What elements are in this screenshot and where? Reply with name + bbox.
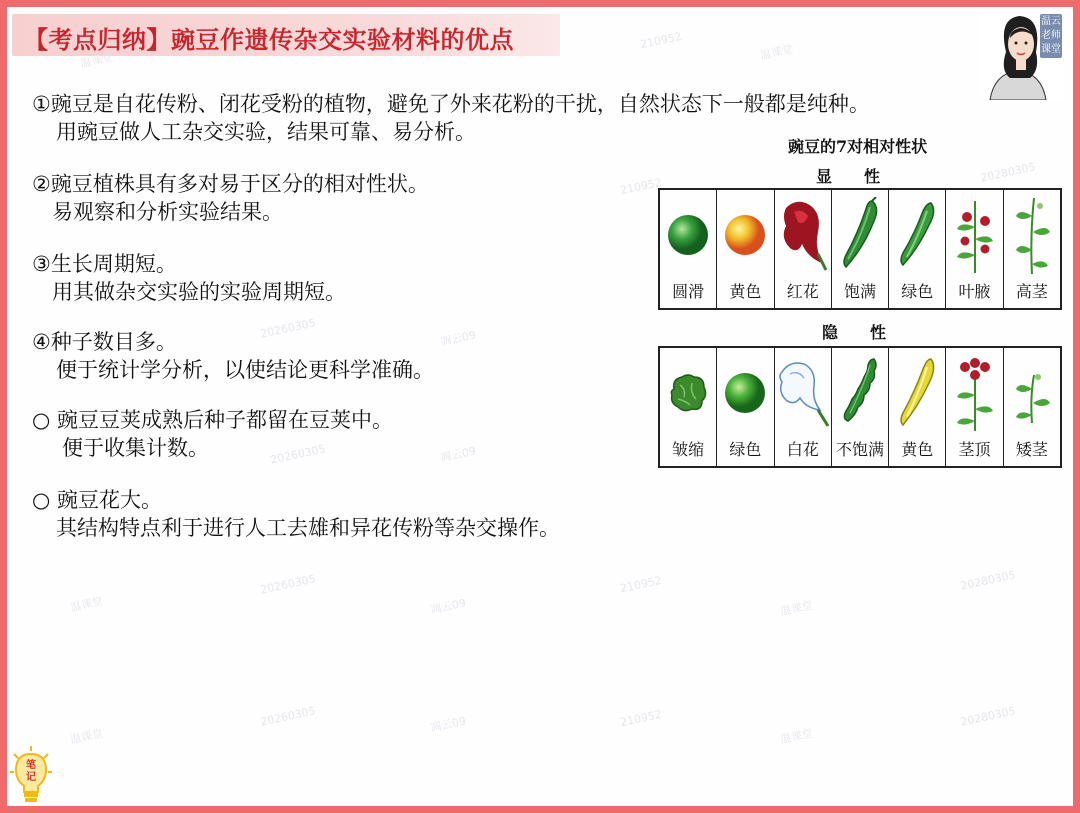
watermark: 20280305 bbox=[979, 160, 1037, 185]
round-pea-icon bbox=[660, 196, 716, 274]
full-pod-icon bbox=[832, 196, 888, 274]
yellow-pod-icon bbox=[889, 354, 945, 432]
watermark: 20280305 bbox=[959, 568, 1017, 593]
trait-cell bbox=[660, 190, 717, 308]
point-heading: ②豌豆植株具有多对易于区分的相对性状。 bbox=[32, 172, 429, 196]
point-item bbox=[32, 328, 434, 384]
trait-cell bbox=[660, 348, 717, 466]
watermark: 210952 bbox=[639, 29, 683, 52]
trait-label: 皱缩 bbox=[672, 440, 705, 459]
point-detail: 用豌豆做人工杂交实验，结果可靠、易分析。 bbox=[56, 120, 476, 144]
red-flower-icon bbox=[775, 196, 831, 274]
watermark: 温课堂 bbox=[79, 50, 115, 71]
trait-label: 黄色 bbox=[901, 440, 934, 459]
watermark: 210952 bbox=[619, 707, 663, 730]
constricted-pod-icon bbox=[832, 354, 888, 432]
point-detail: 便于统计学分析，以使结论更科学准确。 bbox=[56, 358, 434, 382]
note-badge-text: 笔记 bbox=[26, 760, 36, 783]
watermark: 凋云09 bbox=[429, 596, 468, 617]
watermark: 温课堂 bbox=[759, 42, 795, 63]
dominant-label: 显 性 bbox=[816, 167, 881, 186]
trait-cell bbox=[775, 190, 832, 308]
point-heading: ③生长周期短。 bbox=[32, 252, 177, 276]
teacher-avatar bbox=[980, 8, 1066, 100]
watermark: 20260305 bbox=[269, 442, 327, 467]
trait-label: 不饱满 bbox=[835, 440, 884, 459]
point-item bbox=[32, 170, 429, 226]
watermark: 温课堂 bbox=[779, 726, 815, 747]
terminal-flower-plant-icon bbox=[946, 354, 1002, 432]
trait-label: 黄色 bbox=[729, 282, 762, 301]
watermark: 凋云09 bbox=[439, 328, 478, 349]
trait-label: 圆滑 bbox=[672, 282, 705, 301]
point-detail: 用其做杂交实验的实验周期短。 bbox=[52, 280, 346, 304]
dominant-row bbox=[658, 188, 1062, 310]
watermark: 温课堂 bbox=[69, 594, 105, 615]
trait-label: 叶腋 bbox=[958, 282, 991, 301]
trait-cell bbox=[1004, 348, 1060, 466]
trait-cell bbox=[717, 190, 774, 308]
page-title: 【考点归纳】豌豆作遗传杂交实验材料的优点 bbox=[24, 26, 514, 54]
trait-cell bbox=[946, 348, 1003, 466]
note-lightbulb bbox=[10, 746, 52, 804]
recessive-row bbox=[658, 346, 1062, 468]
point-heading: ○ 豌豆花大。 bbox=[32, 488, 162, 512]
point-detail: 便于收集计数。 bbox=[62, 436, 209, 460]
trait-cell bbox=[889, 190, 946, 308]
point-detail: 易观察和分析实验结果。 bbox=[52, 200, 283, 224]
point-item bbox=[32, 250, 346, 306]
avatar-tag: 温云老师课堂 bbox=[1040, 14, 1062, 58]
trait-label: 绿色 bbox=[901, 282, 934, 301]
trait-label: 高茎 bbox=[1015, 282, 1048, 301]
trait-cell bbox=[1004, 190, 1060, 308]
watermark: 温课堂 bbox=[779, 598, 815, 619]
green-pod-icon bbox=[889, 196, 945, 274]
trait-label: 白花 bbox=[786, 440, 819, 459]
trait-label: 红花 bbox=[786, 282, 819, 301]
recessive-label: 隐 性 bbox=[822, 323, 887, 342]
point-item bbox=[32, 406, 393, 462]
watermark: 20260305 bbox=[259, 316, 317, 341]
trait-label: 茎顶 bbox=[958, 440, 991, 459]
point-item bbox=[32, 90, 870, 146]
point-heading: ○ 豌豆豆荚成熟后种子都留在豆荚中。 bbox=[32, 408, 393, 432]
watermark: 凋云09 bbox=[429, 714, 468, 735]
figure-title: 豌豆的7对相对性状 bbox=[788, 137, 928, 156]
watermark: 20280305 bbox=[959, 704, 1017, 729]
green-pea-icon bbox=[717, 354, 773, 432]
axial-flower-plant-icon bbox=[946, 196, 1002, 274]
short-stem-plant-icon bbox=[1004, 354, 1060, 432]
point-heading: ①豌豆是自花传粉、闭花受粉的植物，避免了外来花粉的干扰，自然状态下一般都是纯种。 bbox=[32, 92, 870, 116]
yellow-pea-icon bbox=[717, 196, 773, 274]
point-item bbox=[32, 486, 560, 542]
wrinkled-pea-icon bbox=[660, 354, 716, 432]
watermark: 温课堂 bbox=[69, 726, 105, 747]
trait-label: 矮茎 bbox=[1015, 440, 1048, 459]
watermark: 凋云09 bbox=[439, 444, 478, 465]
trait-cell bbox=[775, 348, 832, 466]
trait-label: 绿色 bbox=[729, 440, 762, 459]
trait-cell bbox=[946, 190, 1003, 308]
trait-cell bbox=[889, 348, 946, 466]
trait-cell bbox=[832, 348, 889, 466]
trait-cell bbox=[832, 190, 889, 308]
watermark: 210952 bbox=[619, 175, 663, 198]
watermark: 20260305 bbox=[259, 704, 317, 729]
watermark: 210952 bbox=[619, 573, 663, 596]
point-detail: 其结构特点利于进行人工去雄和异花传粉等杂交操作。 bbox=[56, 516, 560, 540]
point-heading: ④种子数目多。 bbox=[32, 330, 177, 354]
white-flower-icon bbox=[775, 354, 831, 432]
tall-stem-plant-icon bbox=[1004, 196, 1060, 274]
watermark: 20260305 bbox=[259, 572, 317, 597]
trait-cell bbox=[717, 348, 774, 466]
trait-label: 饱满 bbox=[843, 282, 876, 301]
